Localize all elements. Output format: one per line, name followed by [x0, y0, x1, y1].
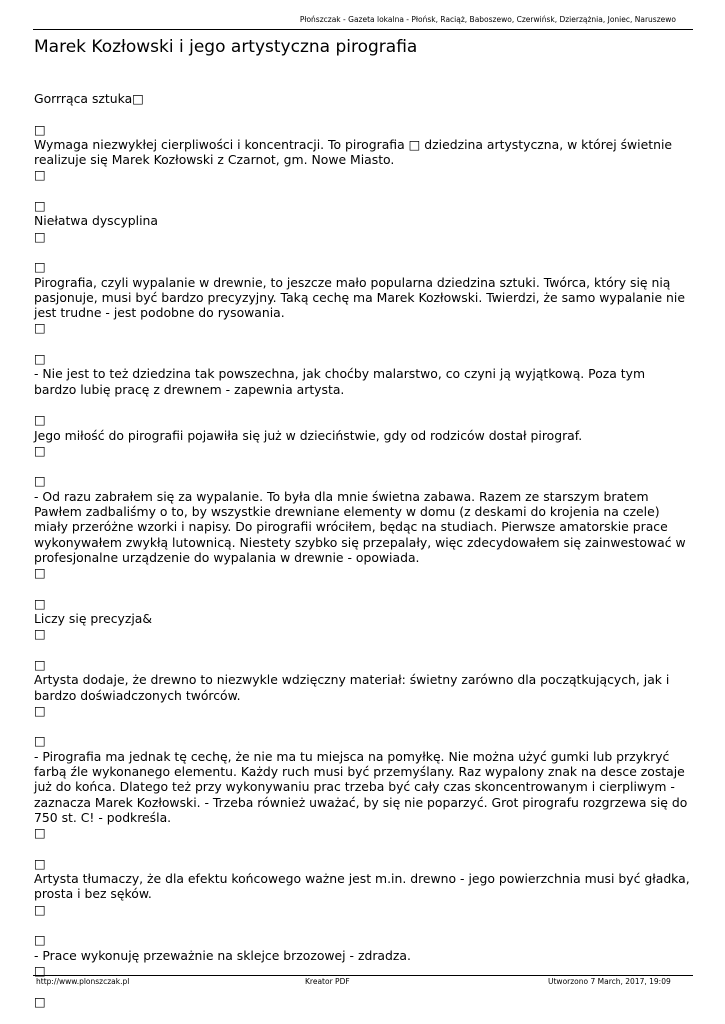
- paragraph: Artysta tłumaczy, że dla efektu końcowego ważne jest m.in. drewno - jego powierzchnia musi być gładka, prosta i bez sęków.: [34, 871, 690, 902]
- box-glyph: □: [34, 442, 46, 458]
- paragraph: - Pirografia ma jednak tę cechę, że nie ma tu miejsca na pomyłkę. Nie można użyć gumki lub przykryć farbą źle wykonanego elementu. Każdy ruch musi być przemyślany. Raz wypalony znak na desce zostaje już do końca. Dlatego też przy wykonywaniu prac trzeba być cały czas skoncentrowanym i cierpliwym - zaznacza Marek Kozłowski. - Trzeba również uważać, by się nie poparzyć. Grot pirografu rozgrzewa się do 750 st. C! - podkreśla.: [34, 748, 688, 825]
- article-title: Marek Kozłowski i jego artystyczna pirografia: [34, 37, 418, 57]
- article-body: [34, 91, 690, 1009]
- box-glyph: □: [34, 121, 46, 137]
- paragraph: Pirografia, czyli wypalanie w drewnie, to jeszcze mało popularna dziedzina sztuki. Twórca, który się nią pasjonuje, musi być bardzo precyzyjny. Taką cechę ma Marek Kozłowski. Twierdzi, że samo wypalanie nie jest trudne - jest podobne do rysowania.: [34, 274, 685, 321]
- box-glyph: □: [34, 565, 46, 581]
- box-glyph: □: [34, 993, 46, 1009]
- section-heading: Liczy się precyzja&: [34, 611, 153, 627]
- paragraph: - Prace wykonuję przeważnie na sklejce brzozowej - zdradza.: [34, 947, 411, 963]
- footer-url: http://www.plonszczak.pl: [36, 977, 130, 986]
- box-glyph: □: [34, 228, 46, 244]
- box-glyph: □: [34, 855, 46, 871]
- box-glyph: □: [34, 626, 46, 642]
- box-glyph: □: [34, 473, 46, 489]
- box-glyph: □: [34, 901, 46, 917]
- box-glyph: □: [34, 702, 46, 718]
- footer-created: Utworzono 7 March, 2017, 19:09: [548, 977, 671, 986]
- box-glyph: □: [34, 351, 46, 367]
- paragraph: Wymaga niezwykłej cierpliwości i koncentracji. To pirografia □ dziedzina artystyczna, w której świetnie realizuje się Marek Kozłowski z Czarnot, gm. Nowe Miasto.: [34, 136, 673, 168]
- box-glyph: □: [34, 962, 46, 978]
- paragraph: Artysta dodaje, że drewno to niezwykle wdzięczny materiał: świetny zarówno dla początkujących, jak i bardzo doświadczonych twórców.: [34, 672, 670, 703]
- box-glyph: □: [34, 932, 46, 948]
- paragraph: - Od razu zabrałem się za wypalanie. To była dla mnie świetna zabawa. Razem ze starszym bratem Pawłem zadbaliśmy o to, by wszystkie drewniane elementy w domu (z deskami do krojenia na czele) miały przeróżne wzorki i napisy. Do pirografii wróciłem, będąc na studiach. Pierwsze amatorskie prace wykonywałem zwykłą lutownicą. Niestety szybko się przepalały, więc zdecydowałem się zainwestować w profesjonalne urządzenie do wypalania w drewnie - opowiada.: [34, 488, 686, 565]
- footer-rule: [33, 975, 693, 976]
- footer-generator: Kreator PDF: [305, 977, 350, 986]
- box-glyph: □: [34, 825, 46, 841]
- section-heading: Niełatwa dyscyplina: [34, 213, 158, 229]
- box-glyph: □: [34, 320, 46, 336]
- running-header: Płońszczak - Gazeta lokalna - Płońsk, Raciąż, Baboszewo, Czerwińsk, Dzierzążnia, Joniec, Naruszewo: [299, 15, 676, 24]
- box-glyph: □: [34, 259, 46, 275]
- paragraph: Jego miłość do pirografii pojawiła się już w dzieciństwie, gdy od rodziców dostał pirograf.: [34, 427, 583, 443]
- box-glyph: □: [34, 733, 46, 749]
- header-rule: [33, 29, 693, 30]
- box-glyph: □: [34, 412, 46, 428]
- box-glyph: □: [34, 198, 46, 214]
- box-glyph: □: [34, 595, 46, 611]
- box-glyph: □: [34, 656, 46, 672]
- paragraph: - Nie jest to też dziedzina tak powszechna, jak choćby malarstwo, co czyni ją wyjątkową. Poza tym bardzo lubię pracę z drewnem - zapewnia artysta.: [34, 366, 646, 397]
- lead-heading: Gorrrąca sztuka□: [34, 91, 144, 106]
- box-glyph: □: [34, 167, 46, 183]
